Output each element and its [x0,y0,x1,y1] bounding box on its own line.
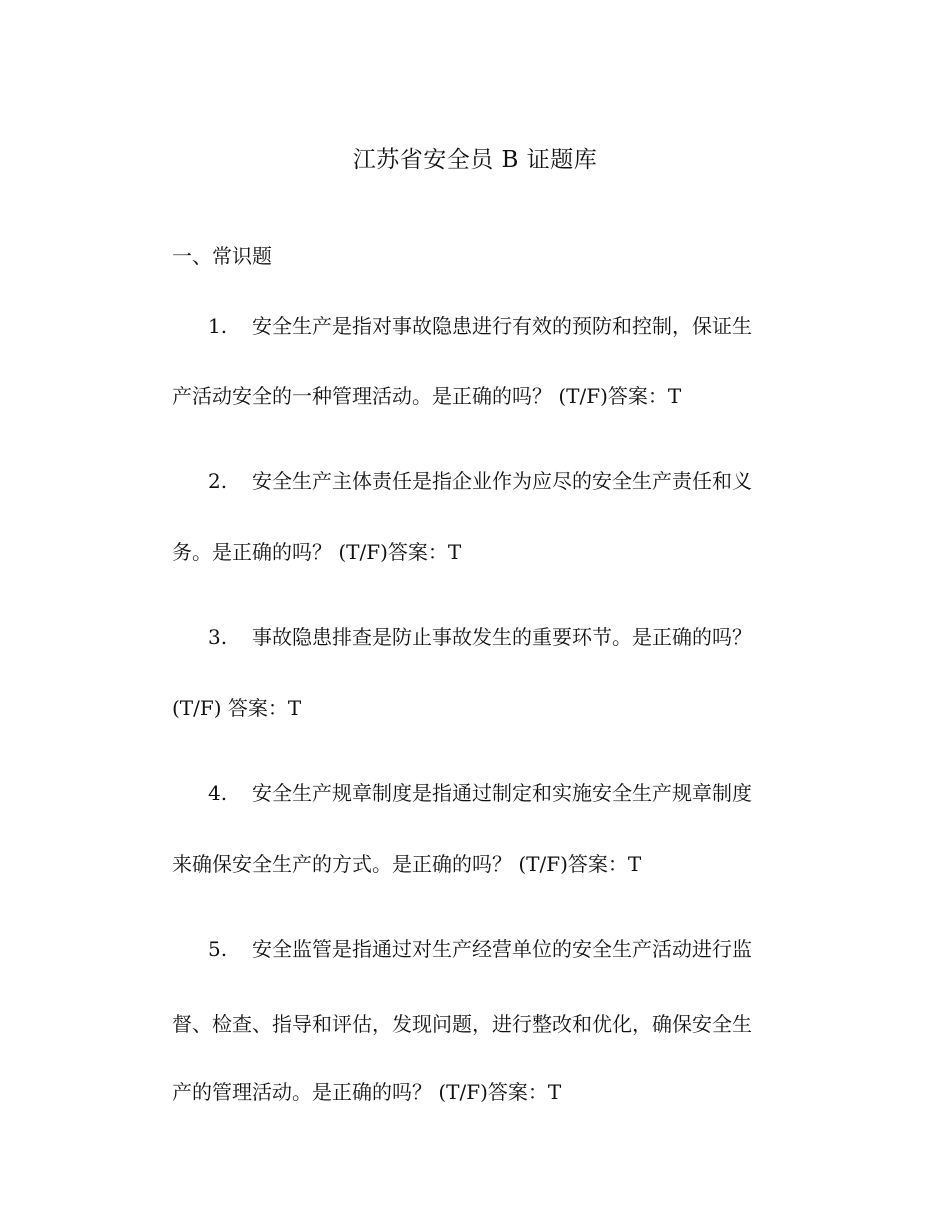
question-5-number: 5. [208,937,228,961]
question-2-line-1 [172,465,752,497]
question-3-line-2: (T/F) 答案：T [172,696,302,720]
question-2-text: 安全生产主体责任是指企业作为应尽的安全生产责任和义 [252,469,752,493]
page-title: 江苏省安全员 B 证题库 [352,147,598,173]
question-5-text: 安全监管是指通过对生产经营单位的安全生产活动进行监 [252,937,752,961]
question-5-line-2: 督、检查、指导和评估，发现问题，进行整改和优化，确保安全生 [172,1012,752,1036]
question-4-text: 安全生产规章制度是指通过制定和实施安全生产规章制度 [252,781,752,805]
question-1-line-2: 产活动安全的一种管理活动。是正确的吗？ (T/F)答案：T [172,384,682,408]
question-3-number: 3. [208,625,228,649]
question-2-line-2: 务。是正确的吗？ (T/F)答案：T [172,540,462,564]
question-3-text: 事故隐患排查是防止事故发生的重要环节。是正确的吗？ [252,625,752,649]
question-5-line-3: 产的管理活动。是正确的吗？ (T/F)答案：T [172,1080,562,1104]
question-1-number: 1. [208,314,228,338]
question-1-text: 安全生产是指对事故隐患进行有效的预防和控制，保证生 [252,314,752,338]
question-1-line-1 [172,310,752,342]
question-2-number: 2. [208,469,228,493]
section-heading: 一、常识题 [172,244,272,268]
question-5-line-1 [172,933,752,965]
question-4-number: 4. [208,781,228,805]
question-4-line-1 [172,777,752,809]
question-4-line-2: 来确保安全生产的方式。是正确的吗？ (T/F)答案：T [172,852,642,876]
question-3-line-1 [172,621,752,653]
